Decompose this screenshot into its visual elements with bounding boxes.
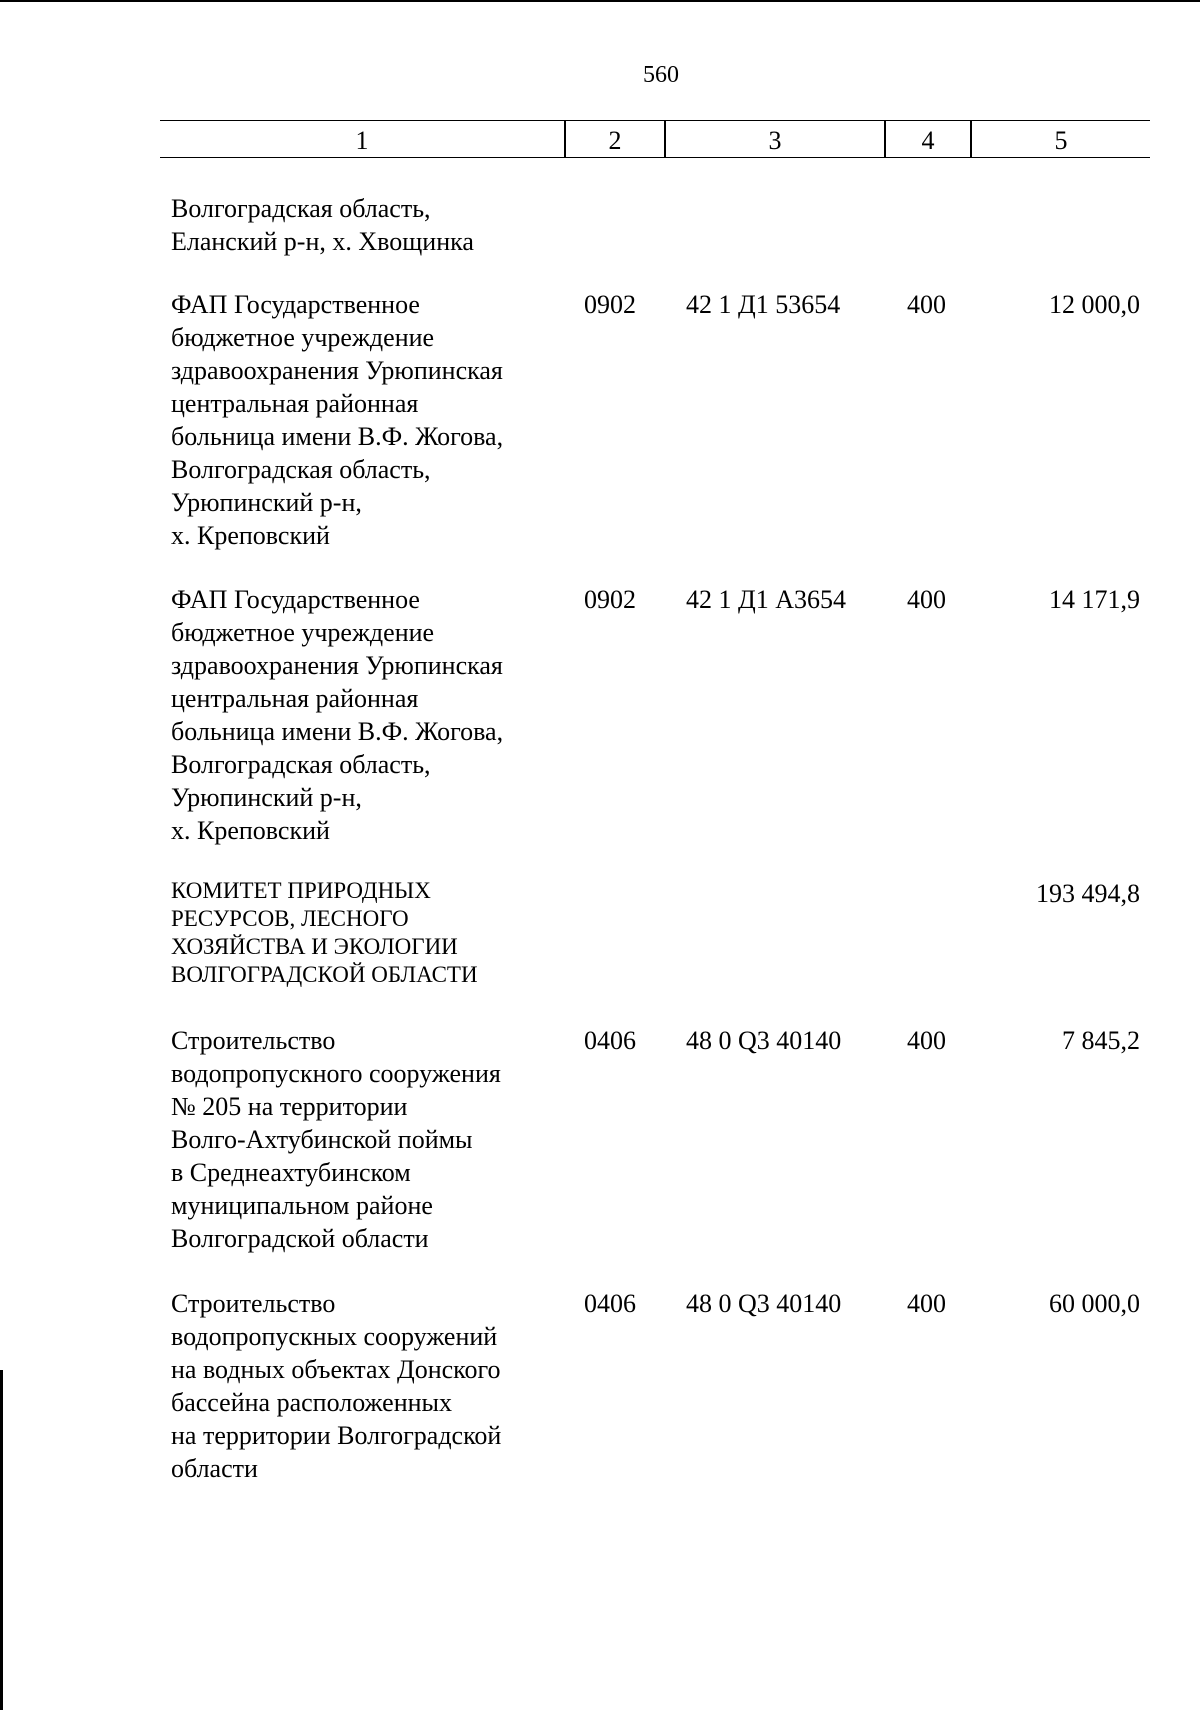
row-amount: 7 845,2 bbox=[1062, 1026, 1140, 1055]
header-col-2: 2 bbox=[608, 126, 622, 155]
header-col-4: 4 bbox=[921, 126, 935, 155]
row-amount: 14 171,9 bbox=[1049, 585, 1140, 614]
row-expense-type: 400 bbox=[907, 585, 946, 614]
row-description: Строительство водопропускного сооружения № 205 на территории Волго-Ахтубинской поймы в Среднеахтубинском муниципальном районе Волгоградской области bbox=[171, 1026, 501, 1253]
page-number: 560 bbox=[643, 62, 679, 88]
row-expense-type: 400 bbox=[907, 1026, 946, 1055]
row-target: 42 1 Д1 53654 bbox=[686, 290, 841, 319]
row-amount: 12 000,0 bbox=[1049, 290, 1140, 319]
row-amount: 60 000,0 bbox=[1049, 1289, 1140, 1318]
table-header bbox=[160, 120, 1150, 158]
row-section: 0902 bbox=[584, 585, 636, 614]
row-expense-type: 400 bbox=[907, 1289, 946, 1318]
header-col-3: 3 bbox=[768, 126, 782, 155]
row-description: КОМИТЕТ ПРИРОДНЫХ РЕСУРСОВ, ЛЕСНОГО ХОЗЯЙСТВА И ЭКОЛОГИИ ВОЛГОГРАДСКОЙ ОБЛАСТИ bbox=[171, 878, 478, 987]
row-amount: 193 494,8 bbox=[1036, 879, 1140, 908]
row-target: 42 1 Д1 А3654 bbox=[686, 585, 847, 614]
row-expense-type: 400 bbox=[907, 290, 946, 319]
row-description: Волгоградская область, Еланский р-н, х. Хвощинка bbox=[171, 194, 474, 256]
row-section: 0406 bbox=[584, 1289, 636, 1318]
row-section: 0902 bbox=[584, 290, 636, 319]
header-col-1: 1 bbox=[355, 126, 369, 155]
row-description: ФАП Государственное бюджетное учреждение здравоохранения Урюпинская центральная районная больница имени В.Ф. Жогова, Волгоградская область, Урюпинский р-н, х. Креповский bbox=[171, 290, 504, 550]
row-description: Строительство водопропускных сооружений на водных объектах Донского бассейна расположенных на территории Волгоградской области bbox=[171, 1289, 502, 1483]
scan-left-edge bbox=[0, 1370, 3, 1710]
row-target: 48 0 Q3 40140 bbox=[686, 1026, 842, 1055]
row-target: 48 0 Q3 40140 bbox=[686, 1289, 842, 1318]
row-section: 0406 bbox=[584, 1026, 636, 1055]
scan-top-edge bbox=[0, 0, 1200, 2]
row-description: ФАП Государственное бюджетное учреждение здравоохранения Урюпинская центральная районная больница имени В.Ф. Жогова, Волгоградская область, Урюпинский р-н, х. Креповский bbox=[171, 585, 504, 845]
header-col-5: 5 bbox=[1054, 126, 1068, 155]
